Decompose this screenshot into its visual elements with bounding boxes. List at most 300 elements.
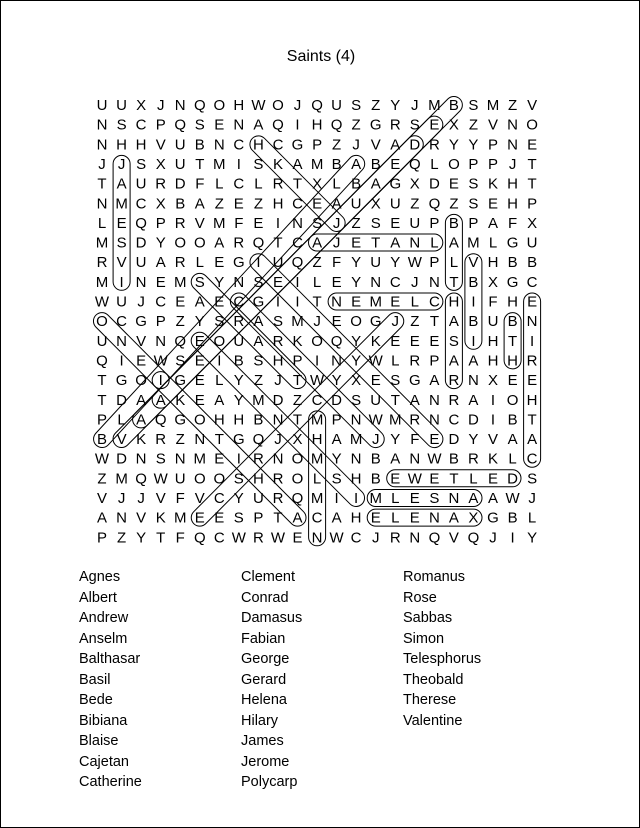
grid-letter: A bbox=[312, 234, 323, 252]
grid-letter: C bbox=[233, 136, 245, 154]
grid-letter: L bbox=[430, 155, 439, 173]
grid-letter: N bbox=[428, 273, 440, 291]
grid-letter: A bbox=[194, 195, 205, 213]
grid-letter: T bbox=[292, 372, 303, 390]
grid-letter: U bbox=[135, 175, 147, 193]
grid-letter: C bbox=[233, 175, 245, 193]
grid-letter: K bbox=[487, 450, 499, 468]
grid-letter: H bbox=[350, 470, 362, 488]
grid-letter: B bbox=[331, 155, 342, 173]
grid-letter: A bbox=[468, 352, 479, 370]
grid-letter: N bbox=[507, 136, 519, 154]
grid-letter: A bbox=[155, 391, 166, 409]
grid-letter: E bbox=[194, 509, 205, 527]
grid-letter: P bbox=[468, 155, 479, 173]
grid-row bbox=[97, 254, 538, 271]
grid-letter: P bbox=[468, 214, 479, 232]
grid-letter: I bbox=[315, 352, 320, 370]
grid-row bbox=[97, 176, 536, 193]
grid-letter: O bbox=[193, 411, 206, 429]
grid-letter: S bbox=[233, 470, 244, 488]
grid-letter: N bbox=[409, 234, 421, 252]
grid-letter: M bbox=[467, 234, 480, 252]
grid-letter: C bbox=[448, 411, 460, 429]
grid-letter: Q bbox=[193, 97, 206, 114]
grid-letter: P bbox=[331, 411, 342, 429]
grid-letter: S bbox=[194, 116, 205, 134]
word-item: Valentine bbox=[403, 712, 463, 729]
grid-letter: R bbox=[409, 352, 421, 370]
grid-letter: O bbox=[193, 234, 206, 252]
word-column-1 bbox=[79, 567, 142, 793]
grid-letter: M bbox=[213, 155, 226, 173]
grid-letter: D bbox=[174, 175, 186, 193]
grid-letter: O bbox=[291, 450, 304, 468]
grid-letter: J bbox=[371, 529, 380, 547]
grid-letter: E bbox=[312, 195, 323, 213]
grid-letter: L bbox=[391, 509, 400, 527]
grid-letter: P bbox=[429, 352, 440, 370]
grid-letter: A bbox=[136, 411, 147, 429]
grid-letter: A bbox=[507, 431, 518, 448]
grid-letter: W bbox=[94, 293, 110, 311]
word-item: Jerome bbox=[241, 753, 290, 770]
grid-letter: K bbox=[272, 155, 284, 173]
grid-letter: N bbox=[135, 450, 147, 468]
grid-row bbox=[97, 431, 537, 448]
grid-letter: E bbox=[214, 450, 225, 468]
grid-letter: R bbox=[174, 254, 186, 272]
grid-letter: Z bbox=[351, 116, 361, 134]
grid-letter: G bbox=[487, 509, 499, 527]
grid-letter: W bbox=[368, 411, 383, 429]
grid-letter: Z bbox=[175, 313, 185, 331]
grid-row bbox=[97, 411, 537, 428]
grid-letter: N bbox=[96, 195, 108, 213]
grid-letter: I bbox=[471, 293, 476, 311]
grid-letter: R bbox=[272, 332, 284, 350]
grid-letter: C bbox=[350, 529, 362, 547]
grid-letter: G bbox=[369, 116, 382, 134]
grid-letter: W bbox=[153, 470, 168, 488]
grid-letter: Q bbox=[428, 195, 441, 213]
grid-letter: J bbox=[274, 372, 282, 390]
grid-letter: E bbox=[136, 352, 147, 370]
word-item: Agnes bbox=[79, 569, 121, 585]
grid-letter: Y bbox=[136, 529, 147, 547]
grid-letter: J bbox=[528, 490, 536, 507]
grid-letter: R bbox=[526, 352, 538, 370]
grid-letter: E bbox=[409, 332, 420, 350]
grid-letter: A bbox=[155, 254, 166, 272]
grid-letter: M bbox=[193, 450, 207, 468]
grid-letter: T bbox=[390, 391, 400, 409]
grid-letter: E bbox=[527, 372, 538, 390]
grid-letter: A bbox=[96, 509, 108, 527]
grid-letter: J bbox=[156, 97, 165, 114]
grid-letter: J bbox=[313, 313, 321, 331]
grid-letter: A bbox=[253, 313, 264, 331]
grid-letter: M bbox=[173, 273, 187, 291]
grid-letter: B bbox=[194, 136, 205, 154]
grid-letter: N bbox=[331, 293, 343, 311]
grid-letter: E bbox=[487, 470, 499, 488]
grid-letter: M bbox=[349, 431, 363, 448]
grid-letter: X bbox=[292, 431, 303, 448]
grid-letter: D bbox=[448, 431, 460, 448]
grid-letter: L bbox=[488, 234, 498, 252]
grid-letter: N bbox=[96, 136, 108, 154]
grid-letter: M bbox=[310, 450, 324, 468]
grid-letter: P bbox=[292, 352, 303, 370]
grid-letter: H bbox=[487, 254, 499, 272]
grid-letter: G bbox=[408, 372, 421, 390]
grid-letter: X bbox=[155, 155, 166, 173]
grid-letter: D bbox=[272, 391, 284, 409]
grid-letter: K bbox=[370, 332, 381, 350]
grid-letter: T bbox=[527, 155, 537, 173]
grid-letter: S bbox=[116, 234, 127, 252]
grid-letter: O bbox=[174, 234, 187, 252]
grid-letter: W bbox=[407, 470, 422, 488]
grid-letter: J bbox=[508, 155, 517, 173]
grid-letter: U bbox=[135, 254, 147, 272]
grid-letter: S bbox=[390, 372, 401, 390]
grid-letter: Y bbox=[155, 234, 166, 252]
grid-letter: E bbox=[233, 195, 244, 213]
word-item: Balthasar bbox=[79, 651, 141, 667]
grid-letter: J bbox=[98, 155, 106, 173]
grid-letter: L bbox=[449, 254, 459, 272]
grid-letter: X bbox=[468, 509, 479, 527]
grid-letter: E bbox=[331, 313, 342, 331]
grid-letter: V bbox=[136, 509, 147, 527]
grid-letter: L bbox=[215, 372, 224, 390]
grid-letter: S bbox=[194, 273, 205, 291]
word-item: Blaise bbox=[79, 733, 119, 749]
grid-letter: H bbox=[311, 116, 323, 134]
grid-letter: Q bbox=[193, 529, 206, 547]
grid-letter: H bbox=[272, 195, 284, 213]
grid-row bbox=[97, 372, 537, 389]
grid-letter: L bbox=[508, 450, 517, 468]
page-title: Saints (4) bbox=[286, 48, 356, 65]
grid-letter: A bbox=[390, 450, 401, 468]
grid-letter: F bbox=[175, 529, 185, 547]
grid-letter: O bbox=[96, 313, 108, 331]
grid-row bbox=[95, 294, 537, 311]
grid-letter: H bbox=[507, 195, 519, 213]
grid-letter: B bbox=[448, 450, 459, 468]
grid-letter: E bbox=[390, 332, 401, 350]
grid-letter: M bbox=[310, 411, 324, 429]
grid-letter: E bbox=[214, 116, 225, 134]
grid-letter: K bbox=[487, 175, 499, 193]
grid-letter: L bbox=[410, 293, 419, 311]
grid-letter: N bbox=[428, 391, 440, 409]
grid-letter: I bbox=[490, 391, 496, 409]
grid-letter: V bbox=[468, 254, 479, 272]
grid-letter: V bbox=[116, 254, 127, 272]
grid-letter: V bbox=[96, 490, 108, 507]
grid-letter: L bbox=[195, 254, 204, 272]
grid-letter: N bbox=[174, 97, 186, 114]
grid-letter: E bbox=[175, 293, 186, 311]
grid-letter: O bbox=[526, 116, 538, 134]
grid-letter: C bbox=[213, 490, 225, 507]
grid-letter: Y bbox=[233, 490, 244, 507]
grid-letter: N bbox=[311, 529, 323, 547]
grid-letter: J bbox=[391, 313, 400, 331]
grid-letter: U bbox=[487, 313, 499, 331]
grid-row bbox=[97, 195, 538, 212]
grid-letter: E bbox=[155, 273, 166, 291]
grid-letter: Z bbox=[175, 431, 185, 448]
grid-letter: T bbox=[292, 411, 303, 429]
grid-letter: Q bbox=[428, 529, 441, 547]
grid-letter: M bbox=[95, 234, 109, 252]
grid-letter: E bbox=[194, 332, 205, 350]
grid-letter: G bbox=[506, 273, 519, 291]
grid-letter: M bbox=[486, 97, 500, 114]
grid-letter: P bbox=[312, 136, 323, 154]
grid-letter: E bbox=[214, 509, 225, 527]
found-word-outline bbox=[188, 270, 310, 392]
grid-letter: C bbox=[155, 293, 167, 311]
grid-letter: B bbox=[233, 352, 244, 370]
grid-letter: Y bbox=[468, 136, 479, 154]
grid-row bbox=[98, 156, 536, 173]
grid-letter: M bbox=[369, 293, 382, 311]
grid-letter: Q bbox=[174, 332, 187, 350]
grid-letter: Y bbox=[331, 372, 342, 390]
grid-letter: Q bbox=[311, 97, 323, 114]
grid-letter: C bbox=[233, 293, 245, 311]
grid-letter: I bbox=[295, 116, 300, 134]
grid-letter: E bbox=[390, 214, 401, 232]
grid-letter: S bbox=[370, 214, 381, 232]
grid-letter: S bbox=[253, 155, 264, 173]
grid-letter: K bbox=[155, 509, 166, 527]
grid-letter: A bbox=[194, 293, 205, 311]
grid-letter: Z bbox=[253, 195, 263, 213]
grid-letter: F bbox=[195, 175, 205, 193]
grid-letter: T bbox=[449, 273, 459, 291]
grid-letter: N bbox=[350, 411, 362, 429]
grid-letter: N bbox=[428, 509, 440, 527]
grid-letter: U bbox=[331, 97, 343, 114]
word-item: Rose bbox=[403, 589, 437, 606]
grid-letter: T bbox=[97, 175, 107, 193]
grid-letter: X bbox=[351, 372, 362, 390]
grid-row bbox=[96, 274, 538, 291]
found-word-outline bbox=[328, 293, 443, 310]
grid-letter: F bbox=[175, 490, 185, 507]
grid-letter: I bbox=[354, 490, 359, 507]
grid-letter: G bbox=[115, 372, 128, 390]
grid-letter: U bbox=[96, 332, 108, 350]
grid-letter: S bbox=[175, 352, 186, 370]
grid-letter: I bbox=[530, 332, 535, 350]
grid-letter: N bbox=[194, 431, 206, 448]
grid-letter: L bbox=[97, 214, 107, 232]
grid-letter: N bbox=[467, 372, 479, 390]
grid-letter: B bbox=[96, 431, 108, 448]
grid-letter: J bbox=[411, 273, 419, 291]
grid-letter: B bbox=[468, 273, 479, 291]
grid-letter: R bbox=[233, 234, 245, 252]
grid-letter: Q bbox=[291, 254, 304, 272]
grid-letter: J bbox=[293, 97, 302, 114]
grid-letter: Z bbox=[371, 97, 381, 114]
grid-letter: V bbox=[194, 490, 205, 507]
word-item: Telesphorus bbox=[403, 651, 482, 667]
grid-letter: I bbox=[295, 293, 300, 311]
grid-letter: G bbox=[135, 313, 147, 331]
grid-letter: J bbox=[411, 97, 419, 114]
grid-letter: R bbox=[272, 470, 284, 488]
grid-letter: R bbox=[448, 372, 460, 390]
grid-letter: E bbox=[351, 293, 362, 311]
grid-letter: B bbox=[507, 509, 518, 527]
grid-letter: I bbox=[119, 352, 124, 370]
grid-letter: Z bbox=[214, 195, 224, 213]
grid-letter: A bbox=[136, 391, 147, 409]
grid-letter: G bbox=[232, 431, 245, 448]
grid-letter: Z bbox=[410, 313, 420, 331]
grid-letter: T bbox=[273, 234, 283, 252]
grid-letter: G bbox=[174, 372, 187, 390]
grid-letter: P bbox=[487, 136, 499, 154]
grid-letter: Y bbox=[390, 254, 401, 272]
grid-letter: O bbox=[350, 313, 362, 331]
found-word-outline bbox=[367, 509, 482, 526]
found-word-outline bbox=[149, 368, 310, 530]
grid-letter: E bbox=[194, 391, 205, 409]
grid-letter: R bbox=[233, 313, 245, 331]
grid-letter: A bbox=[331, 195, 342, 213]
grid-letter: N bbox=[233, 116, 245, 134]
grid-letter: V bbox=[448, 529, 459, 547]
grid-letter: M bbox=[389, 411, 402, 429]
grid-letter: G bbox=[174, 411, 187, 429]
grid-letter: V bbox=[370, 136, 381, 154]
grid-letter: B bbox=[253, 411, 264, 429]
grid-letter: S bbox=[116, 116, 127, 134]
word-item: Therese bbox=[403, 692, 457, 708]
grid-letter: O bbox=[291, 470, 304, 488]
grid-letter: L bbox=[312, 470, 322, 488]
grid-letter: N bbox=[116, 509, 128, 527]
grid-letter: E bbox=[429, 431, 440, 448]
grid-letter: R bbox=[252, 529, 264, 547]
grid-letter: I bbox=[275, 293, 281, 311]
grid-row bbox=[97, 392, 537, 409]
grid-letter: Y bbox=[390, 431, 401, 448]
grid-letter: N bbox=[96, 116, 108, 134]
grid-letter: T bbox=[527, 411, 537, 429]
grid-letter: J bbox=[117, 155, 126, 173]
grid-letter: E bbox=[527, 136, 538, 154]
grid-letter: T bbox=[273, 509, 283, 527]
word-item: Albert bbox=[79, 589, 117, 606]
grid-letter: B bbox=[448, 97, 459, 114]
grid-letter: H bbox=[233, 411, 245, 429]
grid-letter: E bbox=[390, 155, 401, 173]
grid-letter: L bbox=[391, 352, 400, 370]
grid-letter: A bbox=[116, 175, 127, 193]
grid-letter: E bbox=[429, 332, 440, 350]
grid-letter: F bbox=[488, 293, 498, 311]
grid-letter: T bbox=[214, 431, 224, 448]
grid-letter: I bbox=[158, 372, 163, 390]
grid-letter: H bbox=[252, 470, 264, 488]
grid-letter: H bbox=[487, 332, 499, 350]
grid-letter: G bbox=[506, 234, 519, 252]
grid-letter: B bbox=[448, 214, 459, 232]
grid-letter: E bbox=[194, 372, 205, 390]
grid-letter: P bbox=[429, 214, 440, 232]
word-item: Andrew bbox=[79, 610, 129, 626]
grid-letter: U bbox=[526, 234, 538, 252]
grid-letter: Z bbox=[253, 372, 263, 390]
grid-row bbox=[97, 490, 536, 507]
grid-letter: P bbox=[527, 195, 538, 213]
grid-letter: U bbox=[116, 293, 128, 311]
grid-letter: P bbox=[155, 214, 166, 232]
grid-letter: R bbox=[409, 411, 421, 429]
grid-letter: Y bbox=[468, 431, 479, 448]
grid-letter: V bbox=[194, 214, 205, 232]
word-item: George bbox=[241, 651, 290, 667]
grid-letter: A bbox=[487, 214, 499, 232]
grid-letter: M bbox=[291, 313, 304, 331]
grid-letter: X bbox=[370, 195, 381, 213]
grid-letter: E bbox=[409, 509, 420, 527]
grid-letter: M bbox=[213, 214, 226, 232]
grid-letter: A bbox=[448, 509, 459, 527]
grid-letter: N bbox=[409, 529, 421, 547]
grid-letter: P bbox=[155, 313, 166, 331]
grid-letter: O bbox=[272, 97, 284, 114]
grid-letter: A bbox=[214, 234, 225, 252]
grid-letter: R bbox=[96, 254, 108, 272]
grid-letter: W bbox=[94, 450, 110, 468]
grid-letter: V bbox=[155, 136, 166, 154]
grid-letter: U bbox=[350, 195, 362, 213]
grid-letter: M bbox=[115, 470, 128, 488]
letter-grid bbox=[92, 95, 551, 547]
grid-letter: E bbox=[214, 293, 225, 311]
grid-letter: B bbox=[370, 450, 381, 468]
grid-letter: X bbox=[312, 175, 323, 193]
grid-letter: D bbox=[428, 175, 440, 193]
grid-letter: N bbox=[331, 352, 343, 370]
found-word-outline bbox=[367, 490, 482, 507]
grid-letter: V bbox=[527, 97, 538, 114]
grid-letter: R bbox=[272, 175, 284, 193]
grid-letter: E bbox=[370, 372, 381, 390]
grid-letter: H bbox=[507, 293, 519, 311]
word-item: Polycarp bbox=[241, 774, 298, 790]
grid-letter: I bbox=[471, 332, 476, 350]
grid-letter: I bbox=[510, 529, 515, 547]
grid-letter: Q bbox=[330, 116, 343, 134]
grid-letter: Q bbox=[135, 214, 147, 232]
grid-letter: K bbox=[175, 391, 186, 409]
grid-letter: Y bbox=[448, 136, 459, 154]
grid-letter: H bbox=[135, 136, 147, 154]
